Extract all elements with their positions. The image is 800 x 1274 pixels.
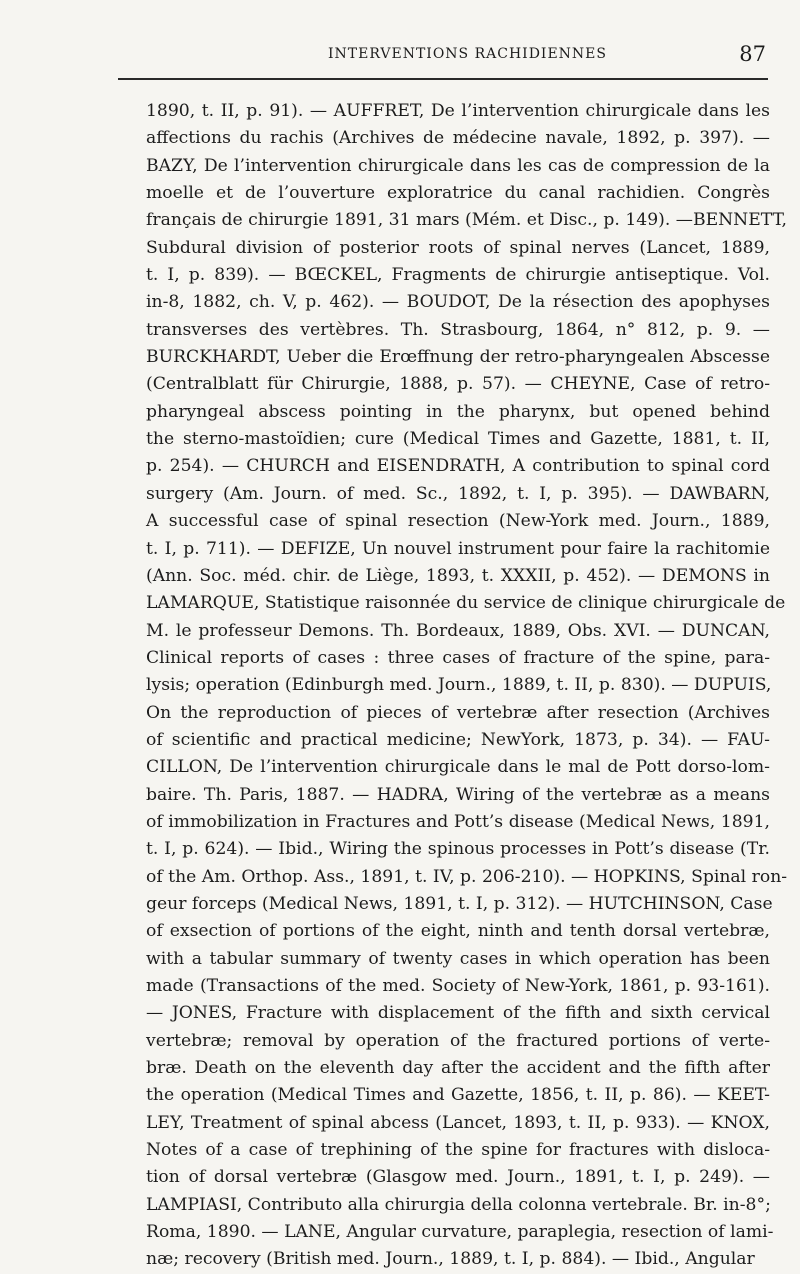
text-line: surgery (Am. Journ. of med. Sc., 1892, t. I, p. 395). — DAWBARN, [146, 483, 770, 504]
text-line: vertebræ; removal by operation of the fractured portions of verte- [146, 1030, 770, 1051]
text-line: tion of dorsal vertebræ (Glasgow med. Journ., 1891, t. I, p. 249). — [146, 1167, 770, 1188]
text-line: of the Am. Orthop. Ass., 1891, t. IV, p. 206-210). — HOPKINS, Spinal ron- [146, 866, 788, 887]
text-line: français de chirurgie 1891, 31 mars (Mém. et Disc., p. 149). —BENNETT, [146, 210, 787, 231]
text-line: in-8, 1882, ch. V, p. 462). — BOUDOT, De la résection des apophyses [146, 292, 770, 313]
text-line: geur forceps (Medical News, 1891, t. I, p. 312). — HUTCHINSON, Case [146, 893, 773, 914]
bibliography-text [146, 98, 788, 1274]
text-line: t. I, p. 839). — BŒCKEL, Fragments de chirurgie antiseptique. Vol. [146, 265, 770, 286]
text-line: A successful case of spinal resection (New-York med. Journ., 1889, [146, 511, 770, 532]
text-line: baire. Th. Paris, 1887. — HADRA, Wiring of the vertebræ as a means [146, 784, 770, 805]
text-line: Roma, 1890. — LANE, Angular curvature, paraplegia, resection of lami- [146, 1222, 774, 1243]
text-line: (Ann. Soc. méd. chir. de Liège, 1893, t. XXXII, p. 452). — DEMONS in [146, 565, 770, 586]
text-line: made (Transactions of the med. Society of New-York, 1861, p. 93-161). [146, 976, 770, 996]
running-title: INTERVENTIONS RACHIDIENNES [328, 46, 607, 62]
text-line: BAZY, De l’intervention chirurgicale dans les cas de compression de la [146, 155, 770, 176]
text-line: — JONES, Fracture with displacement of the fifth and sixth cervical [146, 1003, 770, 1024]
header-rule [118, 78, 768, 80]
text-line: t. I, p. 711). — DEFIZE, Un nouvel instrument pour faire la rachitomie [146, 538, 770, 559]
text-line: bræ. Death on the eleventh day after the accident and the fifth after [146, 1058, 770, 1079]
text-line: of exsection of portions of the eight, ninth and tenth dorsal vertebræ, [146, 921, 770, 942]
page-header [148, 40, 766, 74]
text-line: lysis; operation (Edinburgh med. Journ., 1889, t. II, p. 830). — DUPUIS, [146, 675, 772, 696]
text-line: (Centralblatt für Chirurgie, 1888, p. 57). — CHEYNE, Case of retro- [146, 374, 770, 395]
text-line: Clinical reports of cases : three cases of fracture of the spine, para- [146, 647, 770, 668]
text-line: 1890, t. II, p. 91). — AUFFRET, De l’intervention chirurgicale dans les [146, 101, 770, 121]
text-line: affections du rachis (Archives de médecine navale, 1892, p. 397). — [146, 128, 770, 149]
text-line: the operation (Medical Times and Gazette, 1856, t. II, p. 86). — KEET- [146, 1085, 770, 1106]
text-line: BURCKHARDT, Ueber die Erœffnung der retro-pharyngealen Abscesse [146, 347, 770, 368]
text-line: CILLON, De l’intervention chirurgicale dans le mal de Pott dorso-lom- [146, 757, 770, 778]
page-number: 87 [739, 42, 766, 66]
text-line: transverses des vertèbres. Th. Strasbourg, 1864, n° 812, p. 9. — [146, 319, 770, 340]
text-line: LAMPIASI, Contributo alla chirurgia della colonna vertebrale. Br. in-8°; [146, 1194, 771, 1215]
text-line: pharyngeal abscess pointing in the pharynx, but opened behind [146, 401, 770, 422]
text-line: Subdural division of posterior roots of spinal nerves (Lancet, 1889, [146, 237, 770, 258]
text-line: of scientific and practical medicine; NewYork, 1873, p. 34). — FAU- [146, 729, 770, 750]
text-line: the sterno-mastoïdien; cure (Medical Times and Gazette, 1881, t. II, [146, 429, 770, 450]
text-line: moelle et de l’ouverture exploratrice du canal rachidien. Congrès [146, 183, 770, 204]
text-line: On the reproduction of pieces of vertebræ after resection (Archives [146, 702, 770, 723]
text-line: of immobilization in Fractures and Pott’s disease (Medical News, 1891, [146, 811, 770, 832]
text-line: p. 254). — CHURCH and EISENDRATH, A contribution to spinal cord [146, 456, 770, 477]
text-line: LEY, Treatment of spinal abcess (Lancet, 1893, t. II, p. 933). — KNOX, [146, 1112, 770, 1133]
text-line: LAMARQUE, Statistique raisonnée du service de clinique chirurgicale de [146, 593, 786, 614]
text-line: næ; recovery (British med. Journ., 1889, t. I, p. 884). — Ibid., Angular [146, 1249, 755, 1270]
text-line: Notes of a case of trephining of the spine for fractures with disloca- [146, 1140, 770, 1161]
text-line: with a tabular summary of twenty cases in which operation has been [146, 948, 770, 969]
text-line: M. le professeur Demons. Th. Bordeaux, 1889, Obs. XVI. — DUNCAN, [146, 620, 770, 641]
text-line: t. I, p. 624). — Ibid., Wiring the spinous processes in Pott’s disease (Tr. [146, 839, 770, 860]
